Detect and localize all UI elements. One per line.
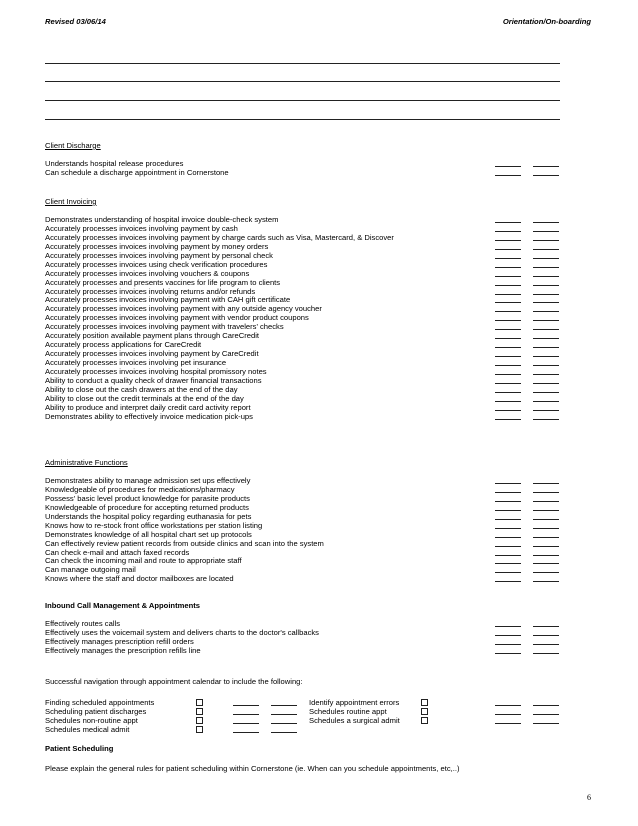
trainer-signoff-line[interactable]	[495, 419, 521, 420]
trainer-signoff-line[interactable]	[495, 723, 521, 724]
trainer-signoff-line[interactable]	[495, 356, 521, 357]
checklist-item-text: Knowledgeable of procedure for accepting returned products	[45, 502, 249, 512]
trainer-signoff-line[interactable]	[495, 644, 521, 645]
administrative-functions-section	[45, 458, 565, 584]
calendar-task-checkbox[interactable]	[196, 726, 203, 733]
trainee-signoff-line[interactable]	[271, 732, 297, 733]
trainee-signoff-line[interactable]	[533, 705, 559, 706]
trainer-signoff-line[interactable]	[495, 546, 521, 547]
checklist-item-text: Effectively uses the voicemail system and delivers charts to the doctor's callbacks	[45, 627, 319, 637]
calendar-task-checkbox[interactable]	[196, 699, 203, 706]
trainer-signoff-line[interactable]	[495, 714, 521, 715]
answer-line-3	[45, 100, 560, 101]
answer-line-4	[45, 119, 560, 120]
trainee-signoff-line[interactable]	[533, 419, 559, 420]
inbound-call-section	[45, 601, 565, 656]
checklist-item-text: Accurately processes invoices involving payment by money orders	[45, 241, 269, 251]
trainee-signoff-line[interactable]	[533, 329, 559, 330]
trainer-signoff-line[interactable]	[495, 492, 521, 493]
trainee-signoff-line[interactable]	[533, 311, 559, 312]
patient-scheduling-prompt: Please explain the general rules for patient scheduling within Cornerstone (ie. When can you schedule appointments, etc,..)	[45, 764, 460, 773]
trainer-signoff-line[interactable]	[495, 302, 521, 303]
trainee-signoff-line[interactable]	[271, 705, 297, 706]
checklist-item-text: Can check e-mail and attach faxed records	[45, 547, 190, 557]
navigation-intro: Successful navigation through appointment calendar to include the following:	[45, 677, 303, 686]
calendar-task-checkbox[interactable]	[421, 699, 428, 706]
trainee-signoff-line[interactable]	[533, 222, 559, 223]
trainee-signoff-line[interactable]	[533, 510, 559, 511]
trainee-signoff-line[interactable]	[533, 581, 559, 582]
trainee-signoff-line[interactable]	[533, 347, 559, 348]
calendar-task-label: Schedules non-routine appt	[45, 716, 138, 725]
administrative-functions-list	[45, 477, 565, 584]
trainer-signoff-line[interactable]	[495, 338, 521, 339]
trainer-signoff-line[interactable]	[495, 572, 521, 573]
checklist-item-text: Accurately processes invoices involving payment with CAH gift certificate	[45, 295, 291, 305]
trainer-signoff-line[interactable]	[233, 732, 259, 733]
trainee-signoff-line[interactable]	[533, 320, 559, 321]
trainer-signoff-line[interactable]	[495, 537, 521, 538]
trainee-signoff-line[interactable]	[533, 356, 559, 357]
checklist-item-text: Accurately processes invoices involving payment by cash	[45, 223, 238, 233]
calendar-task-label: Identify appointment errors	[309, 698, 400, 707]
checklist-item-text: Accurately process applications for CareCredit	[45, 340, 202, 350]
inbound-call-list	[45, 620, 565, 656]
client-discharge-list	[45, 160, 565, 178]
checklist-item	[45, 647, 565, 656]
checklist-item	[45, 575, 565, 584]
checklist-item-text: Accurately position available payment plans through CareCredit	[45, 331, 260, 341]
client-discharge-title: Client Discharge	[45, 141, 101, 150]
trainer-signoff-line[interactable]	[495, 231, 521, 232]
trainee-signoff-line[interactable]	[533, 410, 559, 411]
trainee-signoff-line[interactable]	[533, 572, 559, 573]
checklist-item-text: Understands hospital release procedures	[45, 159, 184, 168]
trainer-signoff-line[interactable]	[495, 294, 521, 295]
checklist-item-text: Ability to close out the credit terminals at the end of the day	[45, 393, 244, 403]
client-discharge-section	[45, 141, 565, 178]
checklist-item-text: Accurately processes and presents vaccines for life program to clients	[45, 277, 281, 287]
checklist-item-text: Demonstrates knowledge of all hospital chart set up protocols	[45, 529, 252, 539]
trainee-signoff-line[interactable]	[533, 501, 559, 502]
trainer-signoff-line[interactable]	[495, 528, 521, 529]
trainer-signoff-line[interactable]	[495, 383, 521, 384]
trainee-signoff-line[interactable]	[533, 294, 559, 295]
trainee-signoff-line[interactable]	[533, 563, 559, 564]
trainer-signoff-line[interactable]	[495, 222, 521, 223]
trainer-signoff-line[interactable]	[495, 510, 521, 511]
answer-line-2	[45, 81, 560, 82]
checklist-item-text: Accurately processes invoices involving payment with any outside agency voucher	[45, 304, 322, 314]
trainer-signoff-line[interactable]	[233, 714, 259, 715]
trainer-signoff-line[interactable]	[495, 581, 521, 582]
trainee-signoff-line[interactable]	[533, 644, 559, 645]
trainee-signoff-line[interactable]	[533, 240, 559, 241]
header-document-title: Orientation/On-boarding	[502, 17, 591, 26]
trainee-signoff-line[interactable]	[533, 492, 559, 493]
trainee-signoff-line[interactable]	[533, 635, 559, 636]
client-invoicing-section	[45, 197, 565, 422]
checklist-item-text: Demonstrates ability to manage admission set ups effectively	[45, 476, 251, 485]
trainee-signoff-line[interactable]	[533, 267, 559, 268]
trainee-signoff-line[interactable]	[533, 537, 559, 538]
client-invoicing-list	[45, 216, 565, 422]
calendar-task-checkbox[interactable]	[421, 717, 428, 724]
trainee-signoff-line[interactable]	[533, 175, 559, 176]
patient-scheduling-title: Patient Scheduling	[45, 744, 114, 753]
trainer-signoff-line[interactable]	[495, 483, 521, 484]
calendar-task-label: Finding scheduled appointments	[45, 698, 155, 707]
trainee-signoff-line[interactable]	[533, 249, 559, 250]
checklist-item-text: Knows where the staff and doctor mailboxes are located	[45, 574, 234, 584]
trainer-signoff-line[interactable]	[495, 347, 521, 348]
checklist-item	[45, 169, 565, 178]
trainer-signoff-line[interactable]	[495, 166, 521, 167]
trainer-signoff-line[interactable]	[233, 723, 259, 724]
trainee-signoff-line[interactable]	[533, 383, 559, 384]
trainee-signoff-line[interactable]	[271, 714, 297, 715]
trainee-signoff-line[interactable]	[533, 723, 559, 724]
trainee-signoff-line[interactable]	[533, 714, 559, 715]
trainer-signoff-line[interactable]	[495, 311, 521, 312]
trainer-signoff-line[interactable]	[495, 267, 521, 268]
checklist-item	[45, 413, 565, 422]
trainee-signoff-line[interactable]	[533, 626, 559, 627]
trainee-signoff-line[interactable]	[533, 546, 559, 547]
trainer-signoff-line[interactable]	[495, 240, 521, 241]
checklist-item-text: Accurately processes invoices involving hospital promissory notes	[45, 366, 267, 376]
checklist-item-text: Accurately processes invoices involving payment with travelers' checks	[45, 322, 284, 332]
trainee-signoff-line[interactable]	[533, 528, 559, 529]
trainee-signoff-line[interactable]	[533, 285, 559, 286]
trainer-signoff-line[interactable]	[495, 626, 521, 627]
trainer-signoff-line[interactable]	[495, 501, 521, 502]
checklist-item-text: Accurately processes invoices using check verification procedures	[45, 259, 268, 269]
checklist-item-text: Possess' basic level product knowledge for parasite products	[45, 493, 250, 503]
trainer-signoff-line[interactable]	[495, 175, 521, 176]
checklist-item-text: Accurately processes invoices involving pet insurance	[45, 358, 227, 367]
checklist-item-text: Demonstrates ability to effectively invoice medication pick-ups	[45, 411, 253, 421]
trainee-signoff-line[interactable]	[533, 338, 559, 339]
trainer-signoff-line[interactable]	[495, 320, 521, 321]
checklist-item-text: Ability to close out the cash drawers at the end of the day	[45, 384, 238, 394]
checklist-item-text: Accurately processes invoices involving payment by CareCredit	[45, 349, 259, 359]
trainer-signoff-line[interactable]	[495, 365, 521, 366]
calendar-task-checkbox[interactable]	[196, 708, 203, 715]
trainer-signoff-line[interactable]	[495, 258, 521, 259]
trainer-signoff-line[interactable]	[495, 563, 521, 564]
checklist-item-text: Effectively manages the prescription refills line	[45, 645, 201, 655]
trainee-signoff-line[interactable]	[533, 365, 559, 366]
checklist-item-text: Can manage outgoing mail	[45, 565, 136, 575]
checklist-item-text: Demonstrates understanding of hospital invoice double-check system	[45, 215, 279, 224]
calendar-task-checkbox[interactable]	[421, 708, 428, 715]
checklist-item-text: Accurately processes invoices involving returns and/or refunds	[45, 286, 256, 296]
trainer-signoff-line[interactable]	[495, 249, 521, 250]
trainer-signoff-line[interactable]	[495, 653, 521, 654]
trainee-signoff-line[interactable]	[533, 258, 559, 259]
trainer-signoff-line[interactable]	[233, 705, 259, 706]
trainee-signoff-line[interactable]	[533, 231, 559, 232]
trainer-signoff-line[interactable]	[495, 410, 521, 411]
trainer-signoff-line[interactable]	[495, 329, 521, 330]
checklist-item-text: Ability to produce and interpret daily credit card activity report	[45, 402, 251, 412]
calendar-task-label: Schedules routine appt	[309, 707, 387, 716]
checklist-item-text: Effectively manages prescription refill orders	[45, 636, 194, 646]
trainee-signoff-line[interactable]	[533, 519, 559, 520]
administrative-functions-title: Administrative Functions	[45, 458, 128, 467]
checklist-item-text: Understands the hospital policy regarding euthanasia for pets	[45, 511, 252, 521]
answer-line-1	[45, 63, 560, 64]
trainer-signoff-line[interactable]	[495, 374, 521, 375]
checklist-item-text: Can schedule a discharge appointment in Cornerstone	[45, 167, 229, 177]
checklist-item-text: Accurately processes invoices involving payment with vendor product coupons	[45, 313, 309, 323]
trainee-signoff-line[interactable]	[271, 723, 297, 724]
trainee-signoff-line[interactable]	[533, 483, 559, 484]
calendar-task-label: Schedules medical admit	[45, 725, 130, 734]
trainee-signoff-line[interactable]	[533, 653, 559, 654]
trainer-signoff-line[interactable]	[495, 285, 521, 286]
trainee-signoff-line[interactable]	[533, 166, 559, 167]
trainee-signoff-line[interactable]	[533, 401, 559, 402]
checklist-item-text: Accurately processes invoices involving vouchers & coupons	[45, 268, 250, 278]
trainee-signoff-line[interactable]	[533, 374, 559, 375]
checklist-item-text: Knowledgeable of procedures for medications/pharmacy	[45, 484, 235, 494]
checklist-item-text: Can check the incoming mail and route to appropriate staff	[45, 556, 242, 566]
trainer-signoff-line[interactable]	[495, 635, 521, 636]
trainer-signoff-line[interactable]	[495, 392, 521, 393]
trainee-signoff-line[interactable]	[533, 392, 559, 393]
calendar-task-checkbox[interactable]	[196, 717, 203, 724]
header-revised-date: Revised 03/06/14	[45, 17, 106, 26]
client-invoicing-title: Client Invoicing	[45, 197, 97, 206]
inbound-call-title: Inbound Call Management & Appointments	[45, 601, 200, 610]
checklist-item-text: Accurately processes invoices involving payment by charge cards such as Visa, Mastercard, & Discover	[45, 232, 394, 242]
checklist-item-text: Can effectively review patient records from outside clinics and scan into the system	[45, 538, 324, 548]
calendar-task-label: Schedules a surgical admit	[309, 716, 400, 725]
trainee-signoff-line[interactable]	[533, 555, 559, 556]
trainer-signoff-line[interactable]	[495, 705, 521, 706]
page-number: 6	[587, 793, 591, 802]
trainer-signoff-line[interactable]	[495, 276, 521, 277]
checklist-item-text: Accurately processes invoices involving payment by personal check	[45, 250, 273, 260]
calendar-task-label: Scheduling patient discharges	[45, 707, 147, 716]
checklist-item-text: Knows how to re-stock front office workstations per station listing	[45, 520, 263, 530]
trainer-signoff-line[interactable]	[495, 519, 521, 520]
trainer-signoff-line[interactable]	[495, 555, 521, 556]
trainee-signoff-line[interactable]	[533, 276, 559, 277]
trainee-signoff-line[interactable]	[533, 302, 559, 303]
checklist-item-text: Effectively routes calls	[45, 619, 120, 628]
trainer-signoff-line[interactable]	[495, 401, 521, 402]
checklist-item-text: Ability to conduct a quality check of drawer financial transactions	[45, 375, 262, 385]
